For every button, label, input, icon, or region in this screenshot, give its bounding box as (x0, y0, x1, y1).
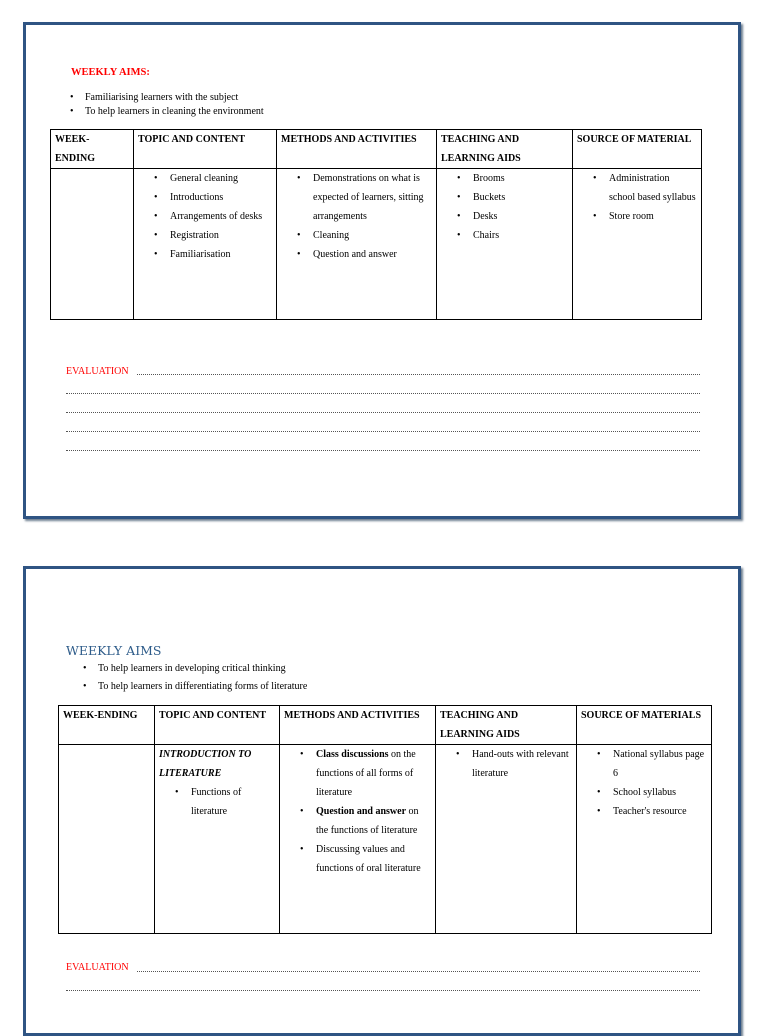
evaluation-line (137, 374, 700, 375)
list-item: • Desks (441, 207, 568, 226)
header-methods: METHODS AND ACTIVITIES (280, 706, 436, 745)
header-methods: METHODS AND ACTIVITIES (277, 130, 437, 169)
evaluation-line (66, 393, 700, 394)
list-item: • Familiarisation (138, 245, 272, 264)
week-ending-cell (59, 745, 155, 934)
weekly-aims-list (68, 91, 264, 119)
list-item (284, 745, 431, 802)
weekly-aims-list (81, 660, 307, 696)
lesson-plan-page-2 (23, 566, 741, 1036)
evaluation-line (66, 450, 700, 451)
topic-cell (155, 745, 280, 934)
header-topic: TOPIC AND CONTENT (134, 130, 277, 169)
list-item: • Demonstrations on what is expected of learners, sitting arrangements (281, 169, 432, 226)
aids-cell (436, 745, 577, 934)
list-item: • National syllabus page 6 (581, 745, 707, 783)
evaluation-line (137, 971, 700, 972)
source-cell (577, 745, 712, 934)
lesson-plan-table (50, 129, 702, 320)
list-item: • General cleaning (138, 169, 272, 188)
method-text: on the functions of all forms of literature (316, 749, 416, 798)
list-item: • Buckets (441, 188, 568, 207)
aim-item: • To help learners in cleaning the environment (68, 105, 264, 119)
evaluation-label: EVALUATION (66, 962, 129, 973)
list-item (284, 802, 431, 840)
evaluation-line (66, 431, 700, 432)
aim-item: • Familiarising learners with the subject (68, 91, 264, 105)
list-item: • Registration (138, 226, 272, 245)
list-item: • Teacher's resource (581, 802, 707, 821)
topic-heading: INTRODUCTION TO LITERATURE (159, 749, 252, 779)
header-source: SOURCE OF MATERIAL (573, 130, 702, 169)
header-topic: TOPIC AND CONTENT (155, 706, 280, 745)
header-source: SOURCE OF MATERIALS (577, 706, 712, 745)
weekly-aims-title: WEEKLY AIMS (66, 643, 162, 658)
list-item (284, 840, 431, 878)
method-text: on the functions of literature (316, 806, 419, 836)
topic-cell (134, 169, 277, 320)
method-bold: Question and answer (316, 806, 407, 817)
method-bold: Class discussions (316, 749, 389, 760)
method-text: Discussing values and functions of oral literature (316, 844, 421, 874)
list-item: • Introductions (138, 188, 272, 207)
aim-item: • To help learners in differentiating forms of literature (81, 678, 307, 696)
weekly-aims-title: WEEKLY AIMS: (71, 67, 150, 78)
lesson-plan-page-1 (23, 22, 741, 519)
header-week-ending: WEEK-ENDING (59, 706, 155, 745)
week-ending-cell (51, 169, 134, 320)
list-item: • Hand-outs with relevant literature (440, 745, 572, 783)
evaluation-line (66, 412, 700, 413)
list-item: • Brooms (441, 169, 568, 188)
source-cell (573, 169, 702, 320)
table-row (51, 169, 702, 320)
list-item: • Question and answer (281, 245, 432, 264)
evaluation-line (66, 990, 700, 991)
header-aids: TEACHING AND LEARNING AIDS (436, 706, 577, 745)
list-item: • School syllabus (581, 783, 707, 802)
list-item: • Chairs (441, 226, 568, 245)
evaluation-label: EVALUATION (66, 366, 129, 377)
list-item: • Cleaning (281, 226, 432, 245)
methods-cell (280, 745, 436, 934)
table-row (59, 745, 712, 934)
list-item: • Store room (577, 207, 697, 226)
aids-cell (437, 169, 573, 320)
header-aids: TEACHING AND LEARNING AIDS (437, 130, 573, 169)
list-item: • Arrangements of desks (138, 207, 272, 226)
aim-item: • To help learners in developing critical thinking (81, 660, 307, 678)
list-item: • Functions of literature (159, 783, 275, 821)
list-item: • Administration school based syllabus (577, 169, 697, 207)
lesson-plan-table (58, 705, 712, 934)
methods-cell (277, 169, 437, 320)
header-week-ending: WEEK-ENDING (51, 130, 134, 169)
